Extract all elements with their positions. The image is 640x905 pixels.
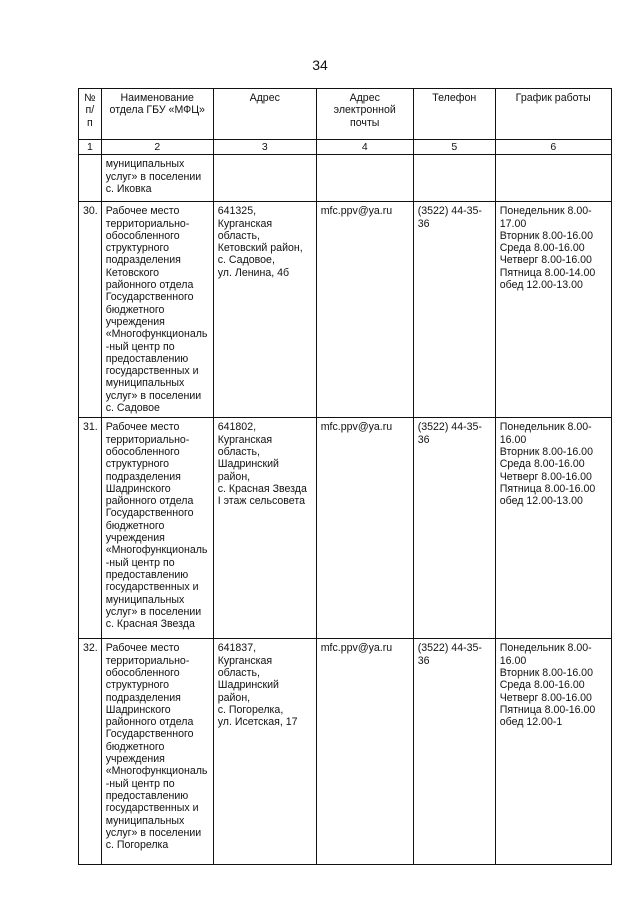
text-line: районного отдела bbox=[105, 495, 194, 508]
text-line: -ный центр по bbox=[105, 340, 175, 353]
text-line: Понедельник 8.00- bbox=[499, 205, 592, 218]
text-line: Рабочее место bbox=[105, 421, 180, 434]
text-line: Курганская bbox=[217, 433, 273, 446]
cell-department-name bbox=[101, 639, 213, 865]
text-line: государственных и bbox=[105, 581, 199, 594]
text-line: ул. Исетская, 17 bbox=[217, 716, 298, 729]
text-line: 16.00 bbox=[499, 654, 527, 667]
text-line: Кетовского bbox=[105, 266, 160, 279]
text-line: «Многофункциональ bbox=[105, 765, 208, 778]
cell-email: mfc.ppv@ya.ru bbox=[316, 202, 413, 418]
cell-number: 32. bbox=[79, 639, 102, 865]
text-line: область, bbox=[217, 445, 260, 458]
text-line: предоставлению bbox=[105, 352, 189, 365]
text-line: обед 12.00-13.00 bbox=[499, 495, 583, 508]
text-line: 36 bbox=[417, 433, 430, 446]
text-line: область, bbox=[217, 666, 260, 679]
text-line: услуг» в поселении bbox=[105, 826, 202, 839]
cell-number: 30. bbox=[79, 202, 102, 418]
column-numbers-row bbox=[79, 140, 612, 155]
header-schedule: График работы bbox=[495, 89, 611, 140]
text-line: -ный центр по bbox=[105, 777, 175, 790]
text-line: область, bbox=[217, 229, 260, 242]
text-line: 641837, bbox=[217, 642, 257, 655]
cell-phone bbox=[413, 155, 495, 202]
text-line: 17.00 bbox=[499, 217, 527, 230]
table-row bbox=[79, 639, 612, 865]
text-line: учреждения bbox=[105, 315, 165, 328]
text-line: Шадринского bbox=[105, 703, 171, 716]
cell-phone bbox=[413, 418, 495, 639]
text-line: район, bbox=[217, 470, 251, 483]
table-row bbox=[79, 202, 612, 418]
cell-schedule bbox=[495, 639, 611, 865]
text-line: Шадринский bbox=[217, 458, 279, 471]
text-line: районного отдела bbox=[105, 279, 194, 292]
text-line: «Многофункциональ bbox=[105, 328, 208, 341]
cell-department-name bbox=[101, 202, 213, 418]
text-line: Шадринский bbox=[217, 679, 279, 692]
text-line: обособленного bbox=[105, 229, 180, 242]
text-line: 641802, bbox=[217, 421, 257, 434]
cell-email bbox=[316, 155, 413, 202]
text-line: Понедельник 8.00- bbox=[499, 642, 592, 655]
cell-address bbox=[213, 418, 316, 639]
text-line: территориально- bbox=[105, 433, 190, 446]
column-number: 2 bbox=[101, 140, 213, 155]
text-line: Четверг 8.00-16.00 bbox=[499, 691, 592, 704]
text-line: Пятница 8.00-16.00 bbox=[499, 482, 596, 495]
text-line: учреждения bbox=[105, 532, 165, 545]
text-line: I этаж сельсовета bbox=[217, 495, 305, 508]
text-line: (3522) 44-35- bbox=[417, 421, 482, 434]
cell-email: mfc.ppv@ya.ru bbox=[316, 418, 413, 639]
text-line: 36 bbox=[417, 217, 430, 230]
cell-phone bbox=[413, 202, 495, 418]
cell-address bbox=[213, 202, 316, 418]
text-line: территориально- bbox=[105, 217, 190, 230]
text-line: бюджетного bbox=[105, 740, 165, 753]
column-number: 5 bbox=[413, 140, 495, 155]
text-line: услуг» в поселении bbox=[105, 389, 202, 402]
column-number: 3 bbox=[213, 140, 316, 155]
header-department-name: Наименование отдела ГБУ «МФЦ» bbox=[101, 89, 213, 140]
text-line: обособленного bbox=[105, 666, 180, 679]
text-line: -ный центр по bbox=[105, 556, 175, 569]
text-line: Кетовский район, bbox=[217, 242, 303, 255]
text-line: предоставлению bbox=[105, 789, 189, 802]
cell-phone bbox=[413, 639, 495, 865]
text-line: Вторник 8.00-16.00 bbox=[499, 445, 593, 458]
text-line: структурного bbox=[105, 679, 170, 692]
column-number: 1 bbox=[79, 140, 102, 155]
text-line: Вторник 8.00-16.00 bbox=[499, 666, 593, 679]
text-line: учреждения bbox=[105, 753, 165, 766]
text-line: Государственного bbox=[105, 291, 194, 304]
text-line: муниципальных bbox=[105, 593, 185, 606]
mfc-departments-table bbox=[78, 88, 612, 865]
table-row bbox=[79, 418, 612, 639]
text-line: Курганская bbox=[217, 654, 273, 667]
cell-schedule bbox=[495, 418, 611, 639]
text-line: с. Погорелка, bbox=[217, 703, 284, 716]
text-line: Вторник 8.00-16.00 bbox=[499, 229, 593, 242]
text-line: бюджетного bbox=[105, 303, 165, 316]
text-line: Рабочее место bbox=[105, 205, 180, 218]
text-line: с. Красная Звезда bbox=[105, 618, 195, 631]
text-line: районного отдела bbox=[105, 716, 194, 729]
text-line: «Многофункциональ bbox=[105, 544, 208, 557]
text-line: Среда 8.00-16.00 bbox=[499, 242, 585, 255]
text-line: с. Красная Звезда bbox=[217, 482, 307, 495]
table-header-row bbox=[79, 89, 612, 140]
text-line: Пятница 8.00-16.00 bbox=[499, 703, 596, 716]
cell-address bbox=[213, 639, 316, 865]
text-line: Четверг 8.00-16.00 bbox=[499, 470, 592, 483]
text-line: 641325, bbox=[217, 205, 257, 218]
page-number: 34 bbox=[312, 57, 328, 73]
header-phone: Телефон bbox=[413, 89, 495, 140]
text-line: Среда 8.00-16.00 bbox=[499, 458, 585, 471]
text-line: предоставлению bbox=[105, 568, 189, 581]
cell-number bbox=[79, 155, 102, 202]
text-line: обед 12.00-13.00 bbox=[499, 279, 583, 292]
text-line: район, bbox=[217, 691, 251, 704]
header-address: Адрес bbox=[213, 89, 316, 140]
text-line: (3522) 44-35- bbox=[417, 642, 482, 655]
text-line: с. Садовое bbox=[105, 402, 160, 415]
text-line: муниципальных bbox=[105, 158, 185, 171]
text-line: 16.00 bbox=[499, 433, 527, 446]
header-email: Адрес электронной почты bbox=[316, 89, 413, 140]
text-line: с. Садовое, bbox=[217, 254, 275, 267]
text-line: ул. Ленина, 4б bbox=[217, 266, 290, 279]
text-line: обособленного bbox=[105, 445, 180, 458]
text-line: подразделения bbox=[105, 470, 181, 483]
header-number: № п/п bbox=[79, 89, 102, 140]
text-line: государственных и bbox=[105, 365, 199, 378]
text-line: Пятница 8.00-14.00 bbox=[499, 266, 596, 279]
text-line: Четверг 8.00-16.00 bbox=[499, 254, 592, 267]
cell-number: 31. bbox=[79, 418, 102, 639]
text-line: Рабочее место bbox=[105, 642, 180, 655]
text-line: Государственного bbox=[105, 507, 194, 520]
cell-email: mfc.ppv@ya.ru bbox=[316, 639, 413, 865]
continuation-row bbox=[79, 155, 612, 202]
cell-schedule bbox=[495, 155, 611, 202]
text-line: услуг» в поселении bbox=[105, 605, 202, 618]
text-line: подразделения bbox=[105, 254, 181, 267]
cell-address bbox=[213, 155, 316, 202]
text-line: Среда 8.00-16.00 bbox=[499, 679, 585, 692]
cell-schedule bbox=[495, 202, 611, 418]
text-line: 36 bbox=[417, 654, 430, 667]
text-line: Курганская bbox=[217, 217, 273, 230]
text-line: муниципальных bbox=[105, 377, 185, 390]
text-line: (3522) 44-35- bbox=[417, 205, 482, 218]
text-line: территориально- bbox=[105, 654, 190, 667]
cell-department-name bbox=[101, 155, 213, 202]
text-line: Государственного bbox=[105, 728, 194, 741]
text-line: государственных и bbox=[105, 802, 199, 815]
text-line: муниципальных bbox=[105, 814, 185, 827]
text-line: подразделения bbox=[105, 691, 181, 704]
text-line: обед 12.00-1 bbox=[499, 716, 563, 729]
text-line: структурного bbox=[105, 458, 170, 471]
text-line: услуг» в поселении bbox=[105, 170, 202, 183]
text-line: с. Погорелка bbox=[105, 839, 169, 852]
text-line: Шадринского bbox=[105, 482, 171, 495]
column-number: 6 bbox=[495, 140, 611, 155]
text-line: бюджетного bbox=[105, 519, 165, 532]
text-line: с. Иковка bbox=[105, 182, 152, 195]
cell-department-name bbox=[101, 418, 213, 639]
text-line: структурного bbox=[105, 242, 170, 255]
text-line: Понедельник 8.00- bbox=[499, 421, 592, 434]
column-number: 4 bbox=[316, 140, 413, 155]
